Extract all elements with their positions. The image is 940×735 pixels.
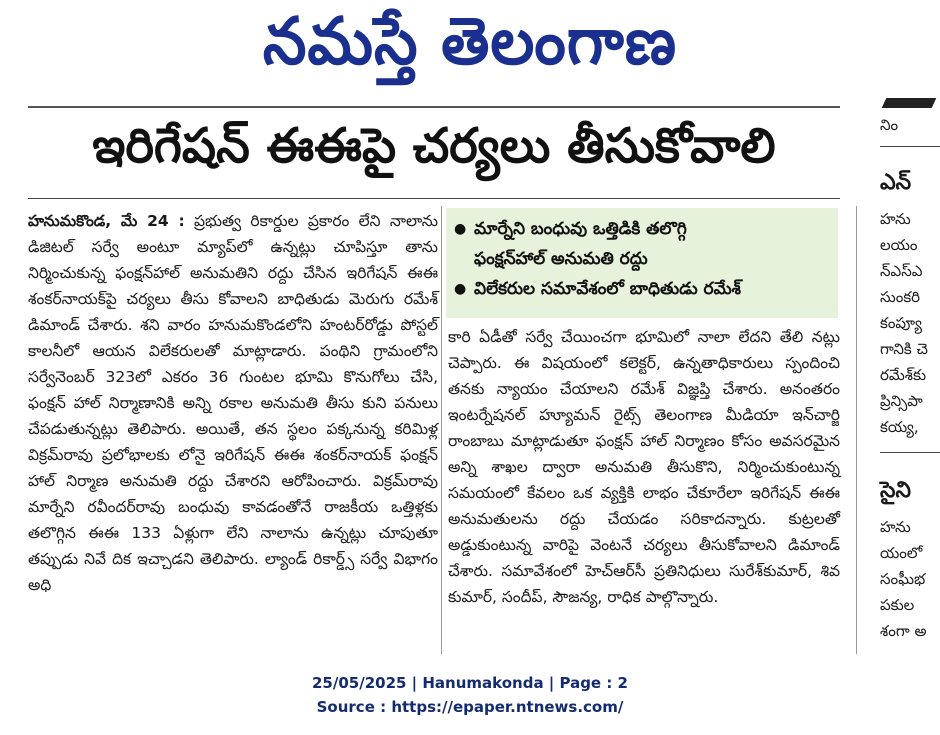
text-line: బంధువు కావడంతోనే రాజకీయ ఒత్తిళ్లకు తలొగ్గిన ఈఈ	[28, 498, 438, 542]
side-line: న్ఎస్ఎ	[880, 262, 923, 280]
side-rule	[880, 146, 940, 147]
bullet-icon: ●	[454, 281, 467, 297]
text-line: వ్యక్తికి లాభం చేకూరేలా ఇరిగేషన్ ఈఈ అనుమతులను	[448, 484, 840, 528]
side-headline: సైని	[880, 478, 911, 503]
side-line: హను	[880, 210, 911, 228]
text-line: అనంతరం ఇంటర్నేషనల్ హ్యూమన్ రైట్స్ తెలంగాణ	[448, 380, 840, 424]
text-line: నాలాను డిజిటల్ సర్వే అంటూ మ్యాప్‌లో ఉన్నట్లు	[28, 212, 438, 256]
article-column-2	[448, 324, 840, 610]
text-line: చేసి, ఫంక్షన్ హాల్ నిర్మాణానికి అన్ని రకాల అనుమతి తీసు	[28, 368, 438, 412]
text-line: 133 ఏళ్లుగా లేని నాలాను ఉన్నట్లు చూపుతూ తప్పుడు నివే	[28, 524, 438, 568]
side-line: సుంకరి	[880, 288, 921, 306]
side-line: శంగా అ	[880, 622, 927, 640]
text-line: ప్రభుత్వ రికార్డుల ప్రకారం లేని	[193, 212, 381, 230]
top-rule	[28, 106, 840, 108]
side-line: గానికి చె	[880, 340, 928, 358]
highlight-item	[454, 244, 830, 274]
text-line: కారి ఏడీతో సర్వే చేయించగా భూమిలో నాలా లేదని తేలి	[448, 328, 804, 346]
text-line: పక్కనున్న కరిమిళ్ల విక్రమ్‌రావు ప్రలోభాలకు లోనై ఇరిగేషన్	[28, 420, 438, 464]
text-line: చేశారని ఆరోపించారు. విక్రమ్‌రావు మార్నేని రవీందర్‌రావు	[28, 472, 438, 516]
headline-rule	[28, 198, 840, 199]
highlight-text: ఫంక్షన్‌హాల్ అనుమతి రద్దు	[474, 249, 648, 269]
side-line: కంప్యూ	[880, 314, 922, 332]
side-line: సంఘీభ	[880, 570, 926, 588]
side-line: హను	[880, 518, 911, 536]
highlights-box	[446, 208, 838, 318]
paragraph	[448, 324, 840, 610]
side-line: లయం	[880, 236, 918, 254]
side-rule	[880, 452, 940, 453]
footer-date-line: 25/05/2025 | Hanumakonda | Page : 2	[311, 674, 628, 692]
text-line: సర్వేనెంబర్ 323లో ఎకరం 36 గుంటల భూమి కొనుగోలు	[28, 368, 400, 386]
highlight-item	[454, 274, 830, 304]
side-line: రమేశ్‌కు	[880, 366, 927, 384]
side-line: ప్రిన్సిపా	[880, 392, 923, 410]
text-line: రద్దు చేసిన ఇరిగేషన్ ఈఈ శంకర్‌నాయక్‌పై చర్యలు తీసు	[28, 264, 438, 308]
footer-source-line: Source : https://epaper.ntnews.com/	[316, 698, 624, 716]
highlight-text: మార్నేని బంధువు ఒత్తిడికి తలొగ్గి	[474, 219, 687, 239]
bullet-icon: ●	[454, 221, 467, 237]
article-column-1	[28, 208, 438, 598]
text-line: ఆయన విలేకరులతో మాట్లాడారు. పంథిని గ్రామంలోని	[92, 342, 438, 360]
text-line: వారిపై వెంటనే చర్యలు తీసుకోవాలని డిమాండ్ చేశారు.	[448, 536, 840, 580]
text-line: నిర్మాణం కోసం అవసరమైన అన్ని శాఖల ద్వారా అనుమతి	[448, 432, 840, 476]
adjacent-article-fragment	[866, 98, 940, 658]
text-line: కోవాలని బాధితుడు మెరుగు రమేశ్ డిమాండ్ చేశారు. శని	[28, 290, 438, 334]
side-top-text: నిం	[880, 116, 899, 134]
text-line: రద్దు చేయడం సరికాదన్నారు. కుట్రలతో అడ్డుకుంటున్న	[448, 510, 840, 554]
section-logo	[882, 98, 937, 108]
text-line: తీసుకొని, నిర్మించుకుంటున్న సమయంలో కేవలం ఒక	[448, 458, 840, 502]
highlight-text: విలేకరుల సమావేశంలో బాధితుడు రమేశ్	[474, 279, 741, 299]
side-headline: ఎన్	[880, 170, 912, 195]
article-headline: ఇరిగేషన్ ఈఈపై చర్యలు తీసుకోవాలి	[92, 118, 776, 174]
paragraph	[28, 208, 438, 598]
article-clipping	[0, 98, 940, 658]
text-line: చూపిస్తూ తాను నిర్మించుకున్న ఫంక్షన్‌హాల్ అనుమతిని	[28, 238, 438, 282]
text-line: వారం హనుమకొండలోని హంటర్‌రోడ్డు పోస్టల్ కాలనీలో	[28, 316, 438, 360]
text-line: నట్లు చెప్పారు. ఈ విషయంలో కలెక్టర్, ఉన్నతాధికారులు	[448, 328, 840, 372]
side-line: పకుల	[880, 596, 915, 614]
side-line: యంలో	[880, 544, 923, 562]
masthead	[0, 0, 940, 98]
highlight-item	[454, 214, 830, 244]
text-line: దిక ఇచ్చాడని తెలిపారు. ల్యాండ్ రికార్డ్స్ సర్వే విభాగం అధి	[28, 550, 438, 594]
column-divider	[856, 206, 857, 654]
text-line: మీడియా ఇన్‌చార్జి రాంబాబు మాట్లాడుతూ ఫంక్షన్ హాల్	[448, 406, 840, 450]
text-line: కుని పనులు చేపడుతున్నట్లు తెలిపారు. అయితే, తన స్థలం	[28, 394, 438, 438]
text-line: స్పందించి తనకు న్యాయం చేయాలని రమేశ్ విజ్ఞప్తి చేశారు.	[448, 354, 840, 398]
newspaper-title: నమస్తే తెలంగాణ	[262, 2, 678, 80]
text-line: ఈఈ శంకర్‌నాయక్ ఫంక్షన్ హాల్ నిర్మాణ అనుమతి రద్దు	[28, 446, 438, 490]
text-line: సమావేశంలో హెచ్ఆర్‌సీ ప్రతినిధులు సురేశ్‌కుమార్, శివ	[501, 562, 840, 580]
column-divider	[441, 206, 442, 654]
side-line: కయ్య,	[880, 418, 919, 436]
dateline: హనుమకొండ, మే 24 :	[28, 212, 185, 230]
text-line: కుమార్, సందీప్, సౌజన్య, రాధిక పాల్గొన్నారు.	[448, 588, 719, 606]
